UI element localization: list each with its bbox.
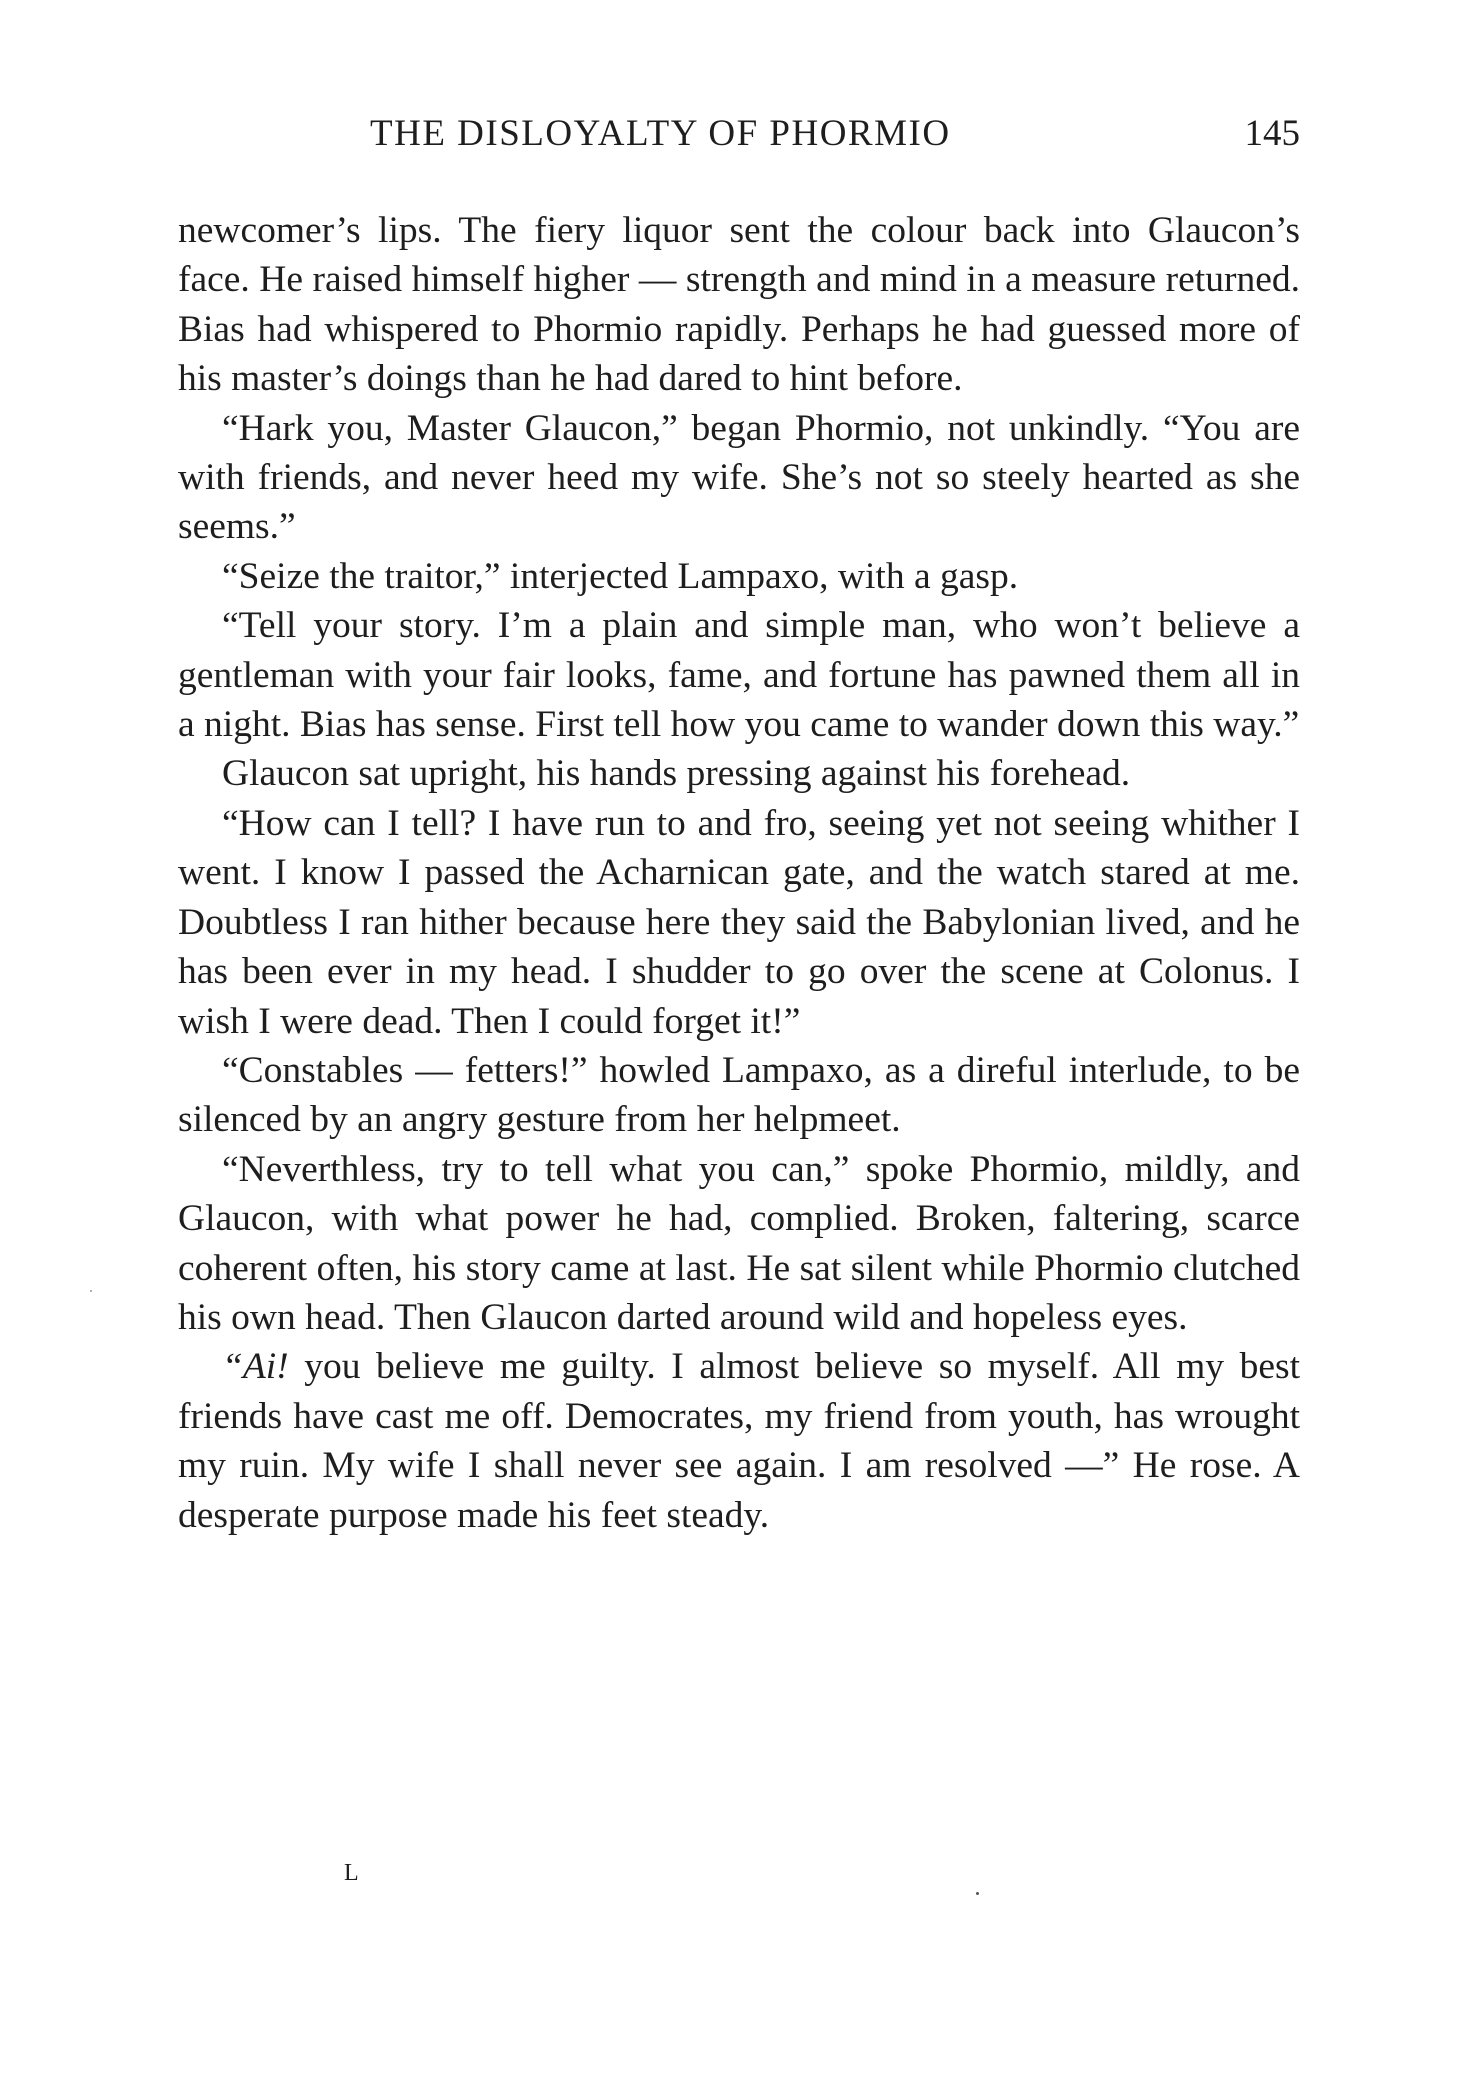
paragraph: “Constables — fetters!” howled Lampaxo, as a direful interlude, to be silenced by an angry gesture from her helpmeet.	[178, 1049, 1300, 1141]
running-title: THE DISLOYALTY OF PHORMIO	[370, 113, 951, 154]
paragraph: newcomer’s lips. The fiery liquor sent the colour back into Glaucon’s face. He raised himself higher — strength and mind in a measure returned. Bias had whispered to Phormio rapidly. Perhaps he had guessed more of his master’s doings than he had dared to hint before.	[178, 210, 1300, 400]
body-text	[178, 206, 1300, 1540]
page-number: 145	[1244, 113, 1300, 154]
paragraph: “Hark you, Master Glaucon,” began Phormio, not unkindly. “You are with friends, and never heed my wife. She’s not so steely hearted as she seems.”	[178, 407, 1300, 548]
paragraph: “Seize the traitor,” interjected Lampaxo, with a gasp.	[222, 555, 1019, 597]
paragraph: “Neverthless, try to tell what you can,” spoke Phormio, mildly, and Glaucon, with what power he had, complied. Broken, faltering, scarce coherent often, his story came at last. He sat silent while Phormio clutched his own head. Then Glaucon darted around wild and hopeless eyes.	[178, 1148, 1300, 1338]
print-speck	[90, 1290, 92, 1292]
print-speck	[976, 1892, 979, 1895]
paragraph: Glaucon sat upright, his hands pressing against his forehead.	[222, 753, 1131, 795]
page-header	[178, 112, 1300, 164]
paragraph: “Ai! you believe me guilty. I almost believe so myself. All my best friends have cast me off. Democrates, my friend from youth, has wrought my ruin. My wife I shall never see again. I am resolved —” He rose. A desperate purpose made his feet steady.	[178, 1346, 1300, 1536]
paragraph: “Tell your story. I’m a plain and simple man, who won’t believe a gentleman with your fair looks, fame, and fortune has pawned them all in a night. Bias has sense. First tell how you came to wander down this way.”	[178, 605, 1300, 746]
paragraph: “How can I tell? I have run to and fro, seeing yet not seeing whither I went. I know I passed the Acharnican gate, and the watch stared at me. Doubtless I ran hither because here they said the Babylonian lived, and he has been ever in my head. I shudder to go over the scene at Colonus. I wish I were dead. Then I could forget it!”	[178, 802, 1300, 1042]
signature-mark: L	[344, 1860, 360, 1886]
italic-exclamation: “Ai!	[222, 1346, 289, 1388]
